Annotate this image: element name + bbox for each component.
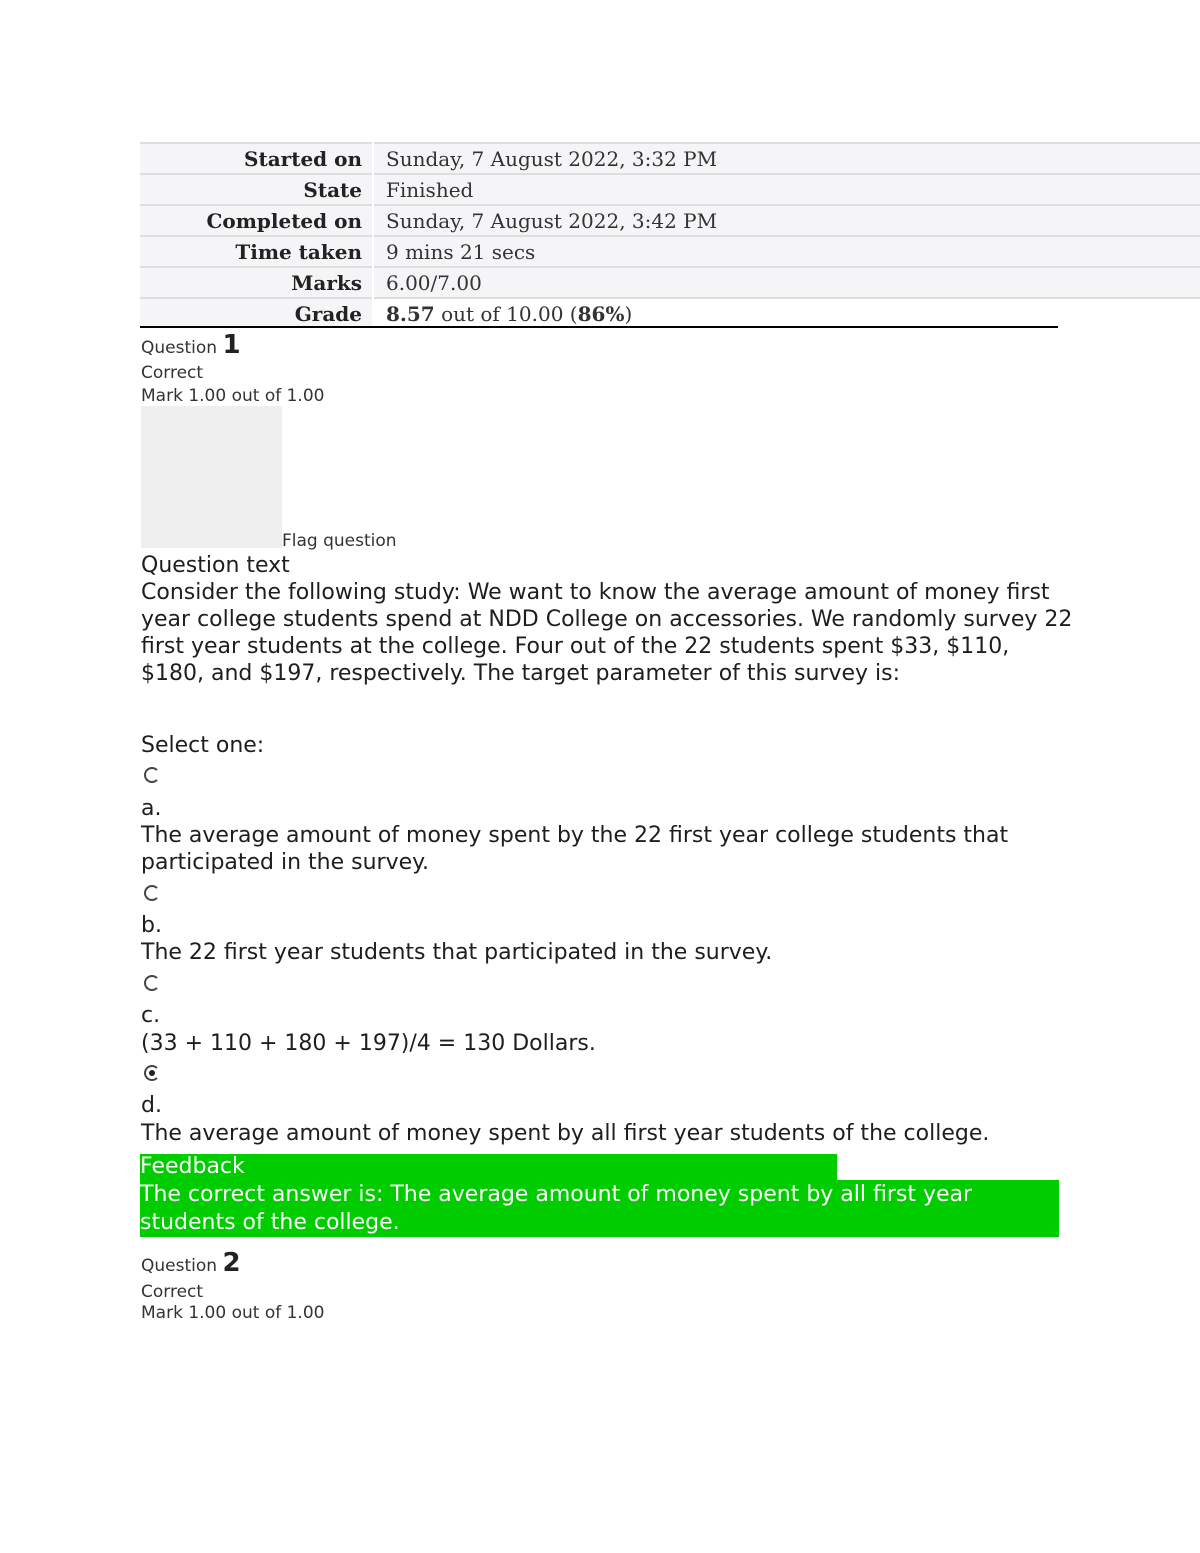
question-2-mark: Mark 1.00 out of 1.00 xyxy=(141,1303,325,1323)
option-d-radio[interactable] xyxy=(144,1065,160,1081)
option-b-radio[interactable] xyxy=(144,885,160,901)
question-1-heading xyxy=(141,330,241,360)
option-d-text[interactable]: The average amount of money spent by all first year students of the college. xyxy=(141,1121,990,1146)
grade-end: ) xyxy=(624,301,633,326)
summary-value: 6.00/7.00 xyxy=(373,267,1200,298)
option-c-radio[interactable] xyxy=(144,975,160,991)
summary-row-completed xyxy=(140,205,1200,236)
question-text: Consider the following study: We want to know the average amount of money first year college students spend at NDD College on accessories. We randomly survey 22 first year students at the college. Four out of the 22 students spent $33, $110, $180, and $197, respectively. The target parameter of this survey is: xyxy=(141,580,1073,686)
option-b-text[interactable]: The 22 first year students that participated in the survey. xyxy=(141,940,773,965)
grade-percent: 86% xyxy=(577,301,625,326)
summary-label: Started on xyxy=(140,143,373,174)
grade-middle: out of 10.00 ( xyxy=(434,301,578,326)
attempt-summary-table xyxy=(140,142,1200,328)
feedback-text: The correct answer is: The average amount of money spent by all first year students of the college. xyxy=(140,1182,973,1235)
grade-value xyxy=(373,298,1200,328)
option-c-letter: c. xyxy=(141,1003,161,1028)
question-1-status: Correct xyxy=(141,363,204,383)
question-1-mark: Mark 1.00 out of 1.00 xyxy=(141,386,325,406)
question-2-status: Correct xyxy=(141,1282,204,1302)
feedback-heading: Feedback xyxy=(140,1154,245,1179)
flag-question-link[interactable]: Flag question xyxy=(282,531,397,551)
summary-label: Grade xyxy=(140,298,373,328)
summary-value: Finished xyxy=(373,174,1200,205)
flag-icon[interactable] xyxy=(141,406,282,548)
summary-label: Marks xyxy=(140,267,373,298)
question-text-heading: Question text xyxy=(141,553,290,578)
option-d-letter: d. xyxy=(141,1093,162,1118)
summary-row-grade xyxy=(140,298,1200,328)
grade-score: 8.57 xyxy=(386,301,435,326)
summary-row-marks xyxy=(140,267,1200,298)
summary-label: Time taken xyxy=(140,236,373,267)
summary-label: Completed on xyxy=(140,205,373,236)
option-a-letter: a. xyxy=(141,796,162,821)
summary-divider xyxy=(140,326,1058,328)
summary-value: Sunday, 7 August 2022, 3:32 PM xyxy=(373,143,1200,174)
summary-value: 9 mins 21 secs xyxy=(373,236,1200,267)
question-word: Question xyxy=(141,1256,218,1276)
summary-row-started xyxy=(140,143,1200,174)
question-number: 2 xyxy=(222,1248,241,1278)
option-a-text[interactable]: The average amount of money spent by the 22 first year college students that participated in the survey. xyxy=(141,823,1009,875)
option-b-letter: b. xyxy=(141,913,162,938)
summary-row-time-taken xyxy=(140,236,1200,267)
option-a-radio[interactable] xyxy=(144,767,160,783)
question-2-heading xyxy=(141,1248,241,1278)
summary-label: State xyxy=(140,174,373,205)
select-one-prompt: Select one: xyxy=(141,733,265,758)
question-number: 1 xyxy=(222,330,241,360)
question-word: Question xyxy=(141,338,218,358)
summary-value: Sunday, 7 August 2022, 3:42 PM xyxy=(373,205,1200,236)
option-c-text[interactable]: (33 + 110 + 180 + 197)/4 = 130 Dollars. xyxy=(141,1031,596,1056)
summary-row-state xyxy=(140,174,1200,205)
